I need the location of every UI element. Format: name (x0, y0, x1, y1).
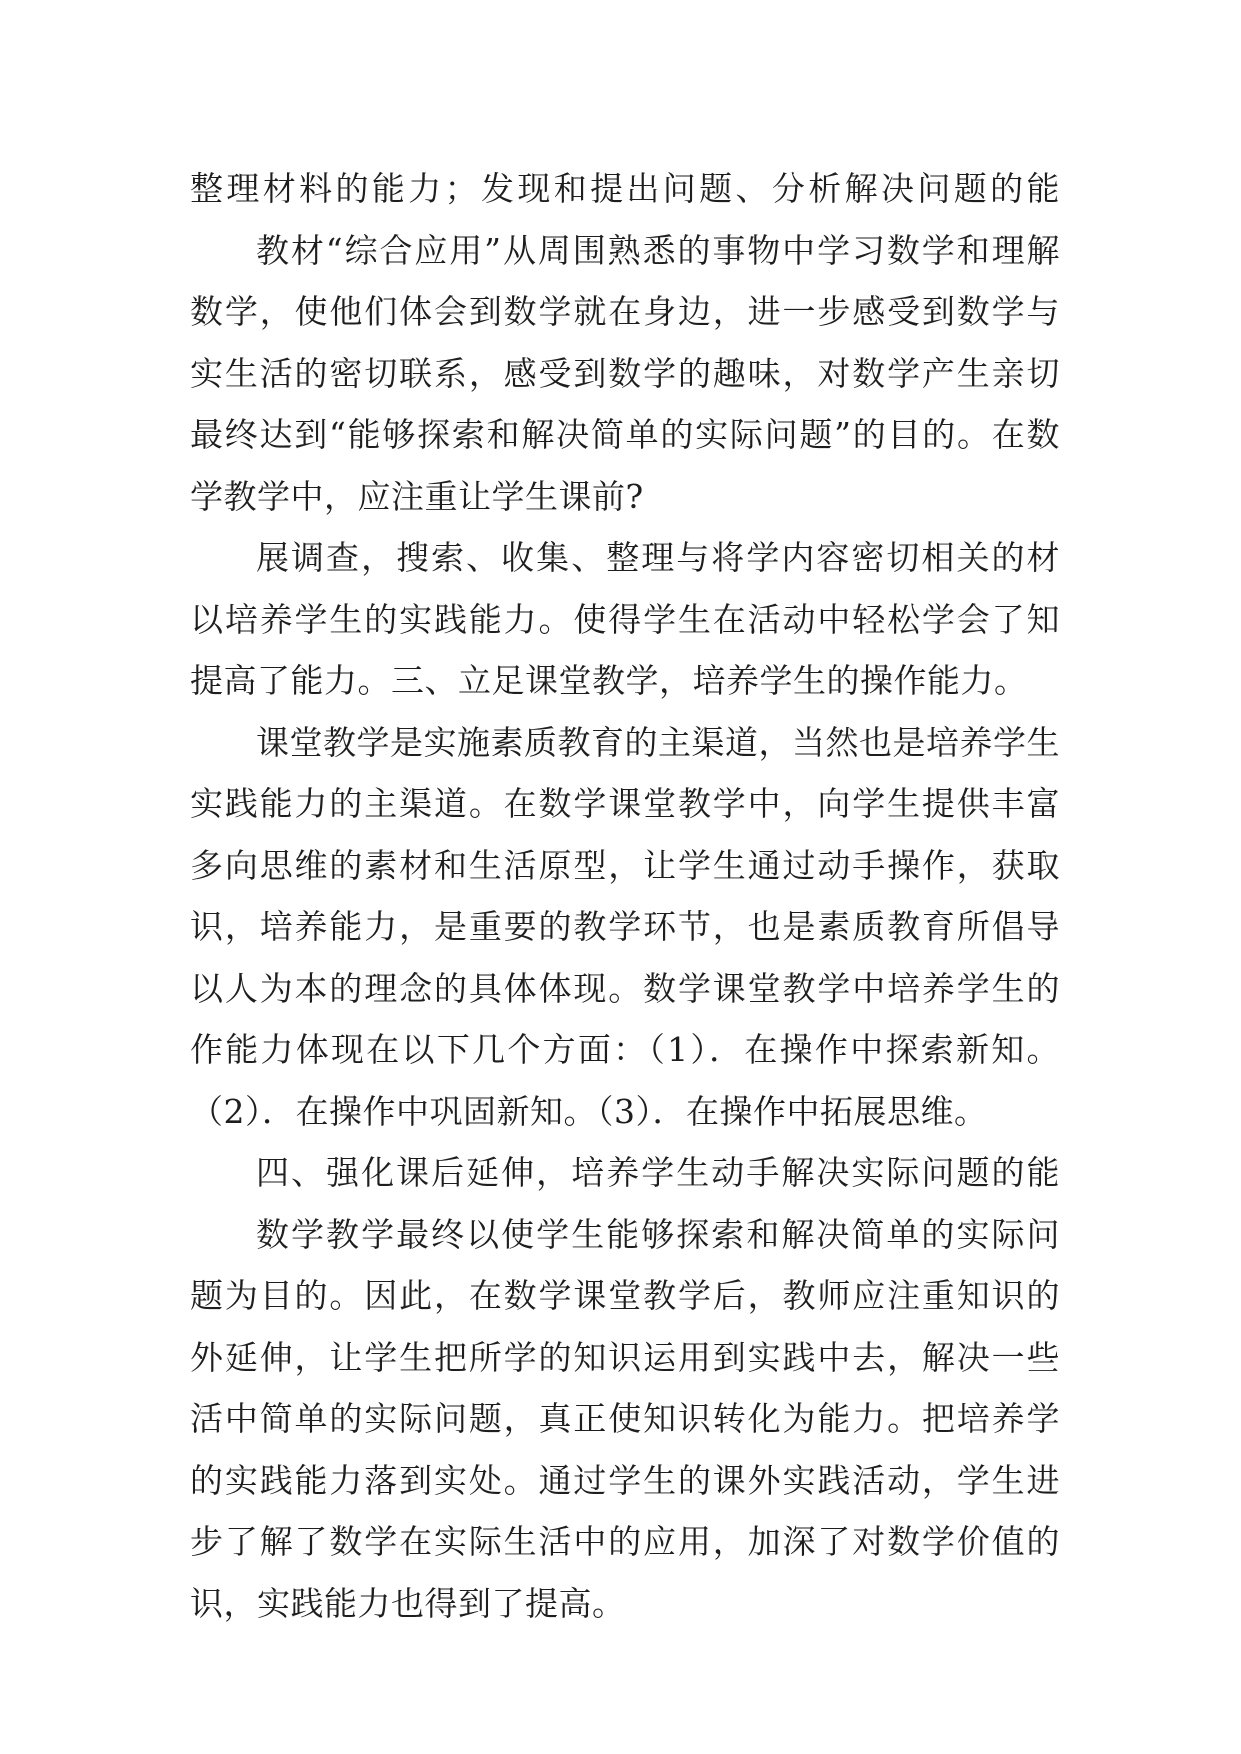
text-line: 课堂教学是实施素质教育的主渠道，当然也是培养学生 (256, 722, 1060, 762)
text-line: 以培养学生的实践能力。使得学生在活动中轻松学会了知 (190, 599, 1060, 639)
text-line: 学教学中，应注重让学生课前? (190, 476, 644, 516)
text-line: 识，实践能力也得到了提高。 (190, 1583, 626, 1623)
text-line: 的实践能力落到实处。通过学生的课外实践活动，学生进 (190, 1460, 1060, 1500)
text-line: 提高了能力。三、立足课堂教学，培养学生的操作能力。 (190, 661, 1028, 700)
text-line: 步了解了数学在实际生活中的应用，加深了对数学价值的 (190, 1522, 1060, 1561)
text-line: 数学教学最终以使学生能够探索和解决简单的实际问 (256, 1214, 1060, 1254)
text-line: 题为目的。因此，在数学课堂教学后，教师应注重知识的 (190, 1276, 1060, 1315)
text-line: 作能力体现在以下几个方面：（1）．在操作中探索新知。 (190, 1030, 1060, 1069)
text-line: 实践能力的主渠道。在数学课堂教学中，向学生提供丰富 (190, 784, 1060, 823)
document-body (190, 158, 1060, 1634)
text-line: 整理材料的能力；发现和提出问题、分析解决问题的能 (190, 169, 1060, 208)
text-line: （2）．在操作中巩固新知。（3）．在操作中拓展思维。 (190, 1091, 988, 1131)
text-line: 外延伸，让学生把所学的知识运用到实践中去，解决一些 (190, 1337, 1060, 1377)
text-line: 教材“综合应用”从周围熟悉的事物中学习数学和理解 (256, 230, 1060, 270)
text-line: 活中简单的实际问题，真正使知识转化为能力。把培养学 (190, 1399, 1060, 1438)
text-line: 实生活的密切联系，感受到数学的趣味，对数学产生亲切 (190, 353, 1060, 393)
text-line: 识，培养能力，是重要的教学环节，也是素质教育所倡导 (190, 907, 1060, 946)
text-line: 数学，使他们体会到数学就在身边，进一步感受到数学与 (190, 292, 1060, 331)
text-line: 四、强化课后延伸，培养学生动手解决实际问题的能 (256, 1153, 1060, 1192)
text-line: 多向思维的素材和生活原型，让学生通过动手操作，获取 (190, 845, 1060, 885)
text-line: 以人为本的理念的具体体现。数学课堂教学中培养学生的 (190, 968, 1060, 1008)
text-line: 最终达到“能够探索和解决简单的实际问题”的目的。在数 (190, 415, 1060, 454)
text-line: 展调查，搜索、收集、整理与将学内容密切相关的材 (256, 538, 1060, 577)
